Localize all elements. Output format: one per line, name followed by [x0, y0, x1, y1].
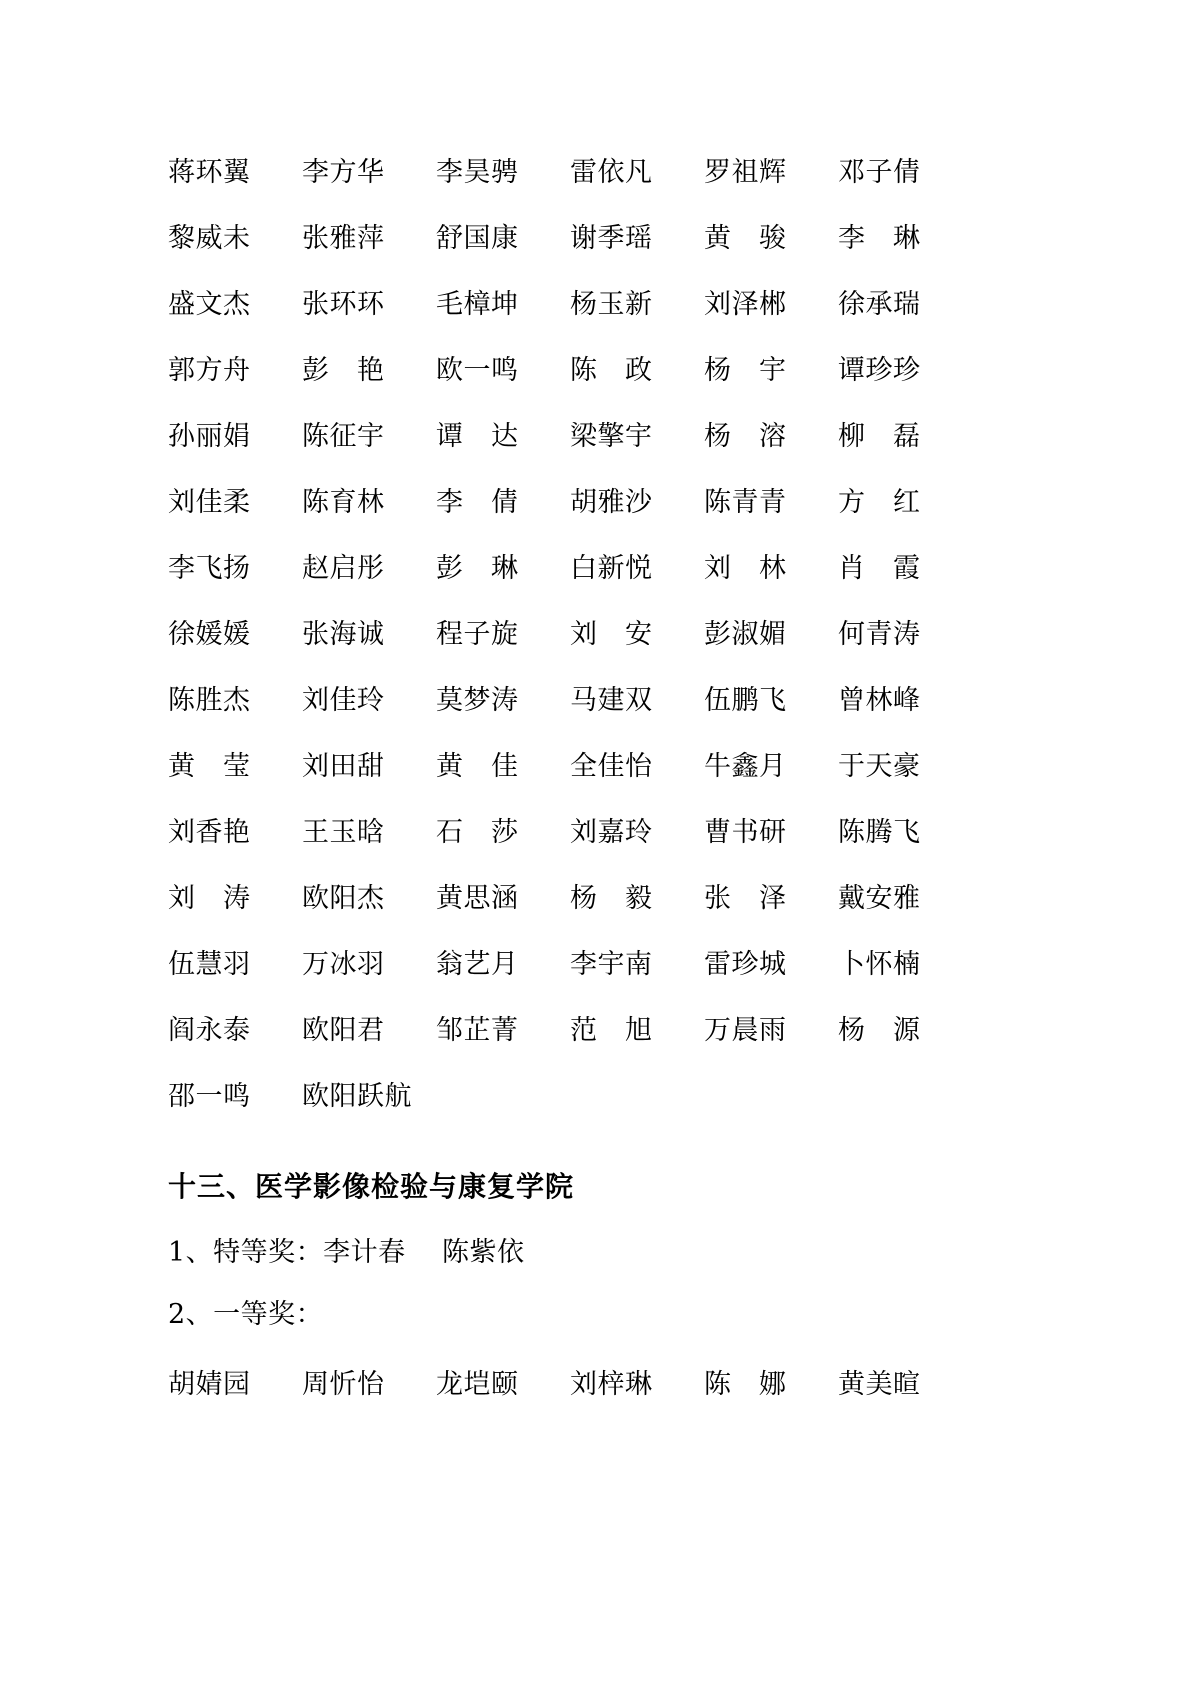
name-text: 王玉晗 — [302, 817, 385, 848]
name-text: 戴安雅 — [838, 883, 921, 914]
name-text: 欧阳跃航 — [302, 1081, 412, 1112]
name-text: 周忻怡 — [302, 1369, 385, 1400]
name-text: 刘佳玲 — [302, 685, 385, 716]
name-text: 李方华 — [302, 157, 385, 188]
name-cell — [168, 272, 302, 338]
name-cell — [436, 602, 570, 668]
name-cell — [704, 1352, 838, 1418]
name-text: 万晨雨 — [704, 1015, 787, 1046]
name-text: 杨 宇 — [704, 355, 787, 386]
name-cell — [302, 932, 436, 998]
special-award-line: 1、特等奖：李计春 陈紫依 — [168, 1237, 525, 1268]
name-text: 张环环 — [302, 289, 385, 320]
name-cell — [838, 734, 972, 800]
name-text: 陈 娜 — [704, 1369, 787, 1400]
name-cell — [302, 1064, 436, 1130]
name-text: 黎威未 — [168, 223, 251, 254]
name-text: 莫梦涛 — [436, 685, 519, 716]
name-text: 谭珍珍 — [838, 355, 921, 386]
name-text: 曾林峰 — [838, 685, 921, 716]
name-text: 刘佳柔 — [168, 487, 251, 518]
name-cell — [704, 140, 838, 206]
name-text: 胡婧园 — [168, 1369, 251, 1400]
name-cell — [436, 1352, 570, 1418]
name-text: 张 泽 — [704, 883, 787, 914]
section-heading: 十三、医学影像检验与康复学院 — [168, 1170, 575, 1203]
name-text: 陈胜杰 — [168, 685, 251, 716]
name-cell — [302, 800, 436, 866]
name-text: 翁艺月 — [436, 949, 519, 980]
name-cell — [704, 470, 838, 536]
name-text: 刘泽郴 — [704, 289, 787, 320]
name-cell — [704, 272, 838, 338]
name-text: 李飞扬 — [168, 553, 251, 584]
name-cell — [838, 140, 972, 206]
name-cell — [570, 470, 704, 536]
name-cell — [168, 206, 302, 272]
name-cell — [436, 272, 570, 338]
name-cell — [302, 272, 436, 338]
name-cell — [570, 998, 704, 1064]
name-cell — [302, 668, 436, 734]
award-name-grid — [168, 140, 1041, 1130]
name-cell — [570, 932, 704, 998]
name-text: 邓子倩 — [838, 157, 921, 188]
name-cell — [436, 536, 570, 602]
name-cell — [436, 668, 570, 734]
name-cell — [570, 866, 704, 932]
name-text: 郭方舟 — [168, 355, 251, 386]
name-cell — [436, 206, 570, 272]
name-cell — [570, 800, 704, 866]
name-text: 柳 磊 — [838, 421, 921, 452]
name-cell — [704, 536, 838, 602]
name-cell — [302, 404, 436, 470]
name-cell — [704, 998, 838, 1064]
name-cell — [704, 602, 838, 668]
name-text: 黄 莹 — [168, 751, 251, 782]
name-cell — [436, 866, 570, 932]
name-cell — [570, 1352, 704, 1418]
name-text: 欧阳杰 — [302, 883, 385, 914]
name-cell — [168, 602, 302, 668]
name-text: 徐承瑞 — [838, 289, 921, 320]
name-text: 黄 佳 — [436, 751, 519, 782]
name-cell — [704, 866, 838, 932]
name-text: 万冰羽 — [302, 949, 385, 980]
name-cell — [570, 206, 704, 272]
name-text: 龙垲颐 — [436, 1369, 519, 1400]
first-award-name-grid — [168, 1352, 1041, 1418]
name-cell — [838, 866, 972, 932]
name-cell — [168, 866, 302, 932]
name-cell — [704, 668, 838, 734]
name-text: 雷珍城 — [704, 949, 787, 980]
name-text: 陈 政 — [570, 355, 653, 386]
name-text: 牛鑫月 — [704, 751, 787, 782]
name-text: 刘嘉玲 — [570, 817, 653, 848]
name-cell — [168, 998, 302, 1064]
name-text: 范 旭 — [570, 1015, 653, 1046]
name-text: 杨玉新 — [570, 289, 653, 320]
name-text: 伍慧羽 — [168, 949, 251, 980]
name-cell — [570, 272, 704, 338]
name-cell — [838, 404, 972, 470]
name-cell — [302, 602, 436, 668]
name-text: 方 红 — [838, 487, 921, 518]
name-text: 程子旋 — [436, 619, 519, 650]
name-text: 肖 霞 — [838, 553, 921, 584]
name-cell — [570, 140, 704, 206]
name-text: 伍鹏飞 — [704, 685, 787, 716]
name-text: 刘 林 — [704, 553, 787, 584]
name-cell — [838, 1064, 972, 1130]
name-text: 刘 安 — [570, 619, 653, 650]
name-text: 曹书研 — [704, 817, 787, 848]
name-cell — [838, 206, 972, 272]
name-text: 何青涛 — [838, 619, 921, 650]
name-cell — [838, 602, 972, 668]
name-text: 邹芷菁 — [436, 1015, 519, 1046]
name-cell — [838, 272, 972, 338]
name-cell — [436, 734, 570, 800]
first-award-label: 2、一等奖： — [168, 1299, 324, 1330]
name-cell — [704, 206, 838, 272]
name-cell — [302, 140, 436, 206]
name-text: 徐媛媛 — [168, 619, 251, 650]
name-text: 李宇南 — [570, 949, 653, 980]
name-text: 陈育林 — [302, 487, 385, 518]
name-text: 欧阳君 — [302, 1015, 385, 1046]
name-text: 杨 溶 — [704, 421, 787, 452]
name-text: 阎永泰 — [168, 1015, 251, 1046]
name-text: 于天豪 — [838, 751, 921, 782]
name-cell — [168, 470, 302, 536]
name-text: 陈青青 — [704, 487, 787, 518]
name-text: 刘田甜 — [302, 751, 385, 782]
name-text: 卜怀楠 — [838, 949, 921, 980]
name-text: 石 莎 — [436, 817, 519, 848]
name-cell — [838, 470, 972, 536]
name-text: 邵一鸣 — [168, 1081, 251, 1112]
name-cell — [168, 338, 302, 404]
name-text: 毛樟坤 — [436, 289, 519, 320]
name-cell — [168, 140, 302, 206]
name-cell — [168, 932, 302, 998]
name-text: 胡雅沙 — [570, 487, 653, 518]
name-text: 谢季瑶 — [570, 223, 653, 254]
name-cell — [838, 1352, 972, 1418]
name-cell — [838, 998, 972, 1064]
name-text: 黄思涵 — [436, 883, 519, 914]
name-text: 赵启彤 — [302, 553, 385, 584]
name-cell — [704, 1064, 838, 1130]
name-cell — [168, 668, 302, 734]
name-text: 盛文杰 — [168, 289, 251, 320]
name-text: 舒国康 — [436, 223, 519, 254]
name-text: 张海诚 — [302, 619, 385, 650]
name-text: 雷依凡 — [570, 157, 653, 188]
name-cell — [436, 338, 570, 404]
name-cell — [302, 1352, 436, 1418]
name-cell — [436, 998, 570, 1064]
name-cell — [570, 602, 704, 668]
name-text: 李 琳 — [838, 223, 921, 254]
name-text: 刘梓琳 — [570, 1369, 653, 1400]
name-cell — [302, 866, 436, 932]
name-text: 梁擎宇 — [570, 421, 653, 452]
name-cell — [302, 206, 436, 272]
name-text: 刘香艳 — [168, 817, 251, 848]
name-cell — [570, 668, 704, 734]
name-text: 李 倩 — [436, 487, 519, 518]
name-cell — [838, 668, 972, 734]
name-cell — [436, 140, 570, 206]
name-cell — [302, 536, 436, 602]
name-text: 白新悦 — [570, 553, 653, 584]
name-cell — [570, 338, 704, 404]
name-text: 马建双 — [570, 685, 653, 716]
name-cell — [704, 734, 838, 800]
name-cell — [704, 800, 838, 866]
name-cell — [838, 338, 972, 404]
name-cell — [168, 536, 302, 602]
name-text: 陈腾飞 — [838, 817, 921, 848]
name-text: 彭 艳 — [302, 355, 385, 386]
name-text: 全佳怡 — [570, 751, 653, 782]
name-cell — [168, 734, 302, 800]
name-text: 陈征宇 — [302, 421, 385, 452]
name-cell — [302, 998, 436, 1064]
name-cell — [570, 404, 704, 470]
name-cell — [436, 800, 570, 866]
name-text: 李昊骋 — [436, 157, 519, 188]
name-cell — [302, 734, 436, 800]
name-text: 杨 毅 — [570, 883, 653, 914]
name-text: 彭 琳 — [436, 553, 519, 584]
name-cell — [838, 932, 972, 998]
name-cell — [168, 1352, 302, 1418]
name-cell — [168, 1064, 302, 1130]
name-cell — [168, 800, 302, 866]
name-cell — [838, 800, 972, 866]
name-cell — [570, 1064, 704, 1130]
name-cell — [302, 470, 436, 536]
name-cell — [570, 536, 704, 602]
name-cell — [704, 932, 838, 998]
name-text: 孙丽娟 — [168, 421, 251, 452]
name-text: 刘 涛 — [168, 883, 251, 914]
name-cell — [168, 404, 302, 470]
name-text: 黄 骏 — [704, 223, 787, 254]
name-text: 彭淑媚 — [704, 619, 787, 650]
name-text: 杨 源 — [838, 1015, 921, 1046]
name-text: 张雅萍 — [302, 223, 385, 254]
name-cell — [436, 404, 570, 470]
name-text: 罗祖辉 — [704, 157, 787, 188]
name-cell — [838, 536, 972, 602]
name-text: 欧一鸣 — [436, 355, 519, 386]
name-cell — [704, 338, 838, 404]
name-text: 谭 达 — [436, 421, 519, 452]
name-cell — [302, 338, 436, 404]
name-cell — [436, 1064, 570, 1130]
name-cell — [436, 470, 570, 536]
name-text: 蒋环翼 — [168, 157, 251, 188]
name-cell — [436, 932, 570, 998]
name-text: 黄美暄 — [838, 1369, 921, 1400]
name-cell — [570, 734, 704, 800]
name-cell — [704, 404, 838, 470]
